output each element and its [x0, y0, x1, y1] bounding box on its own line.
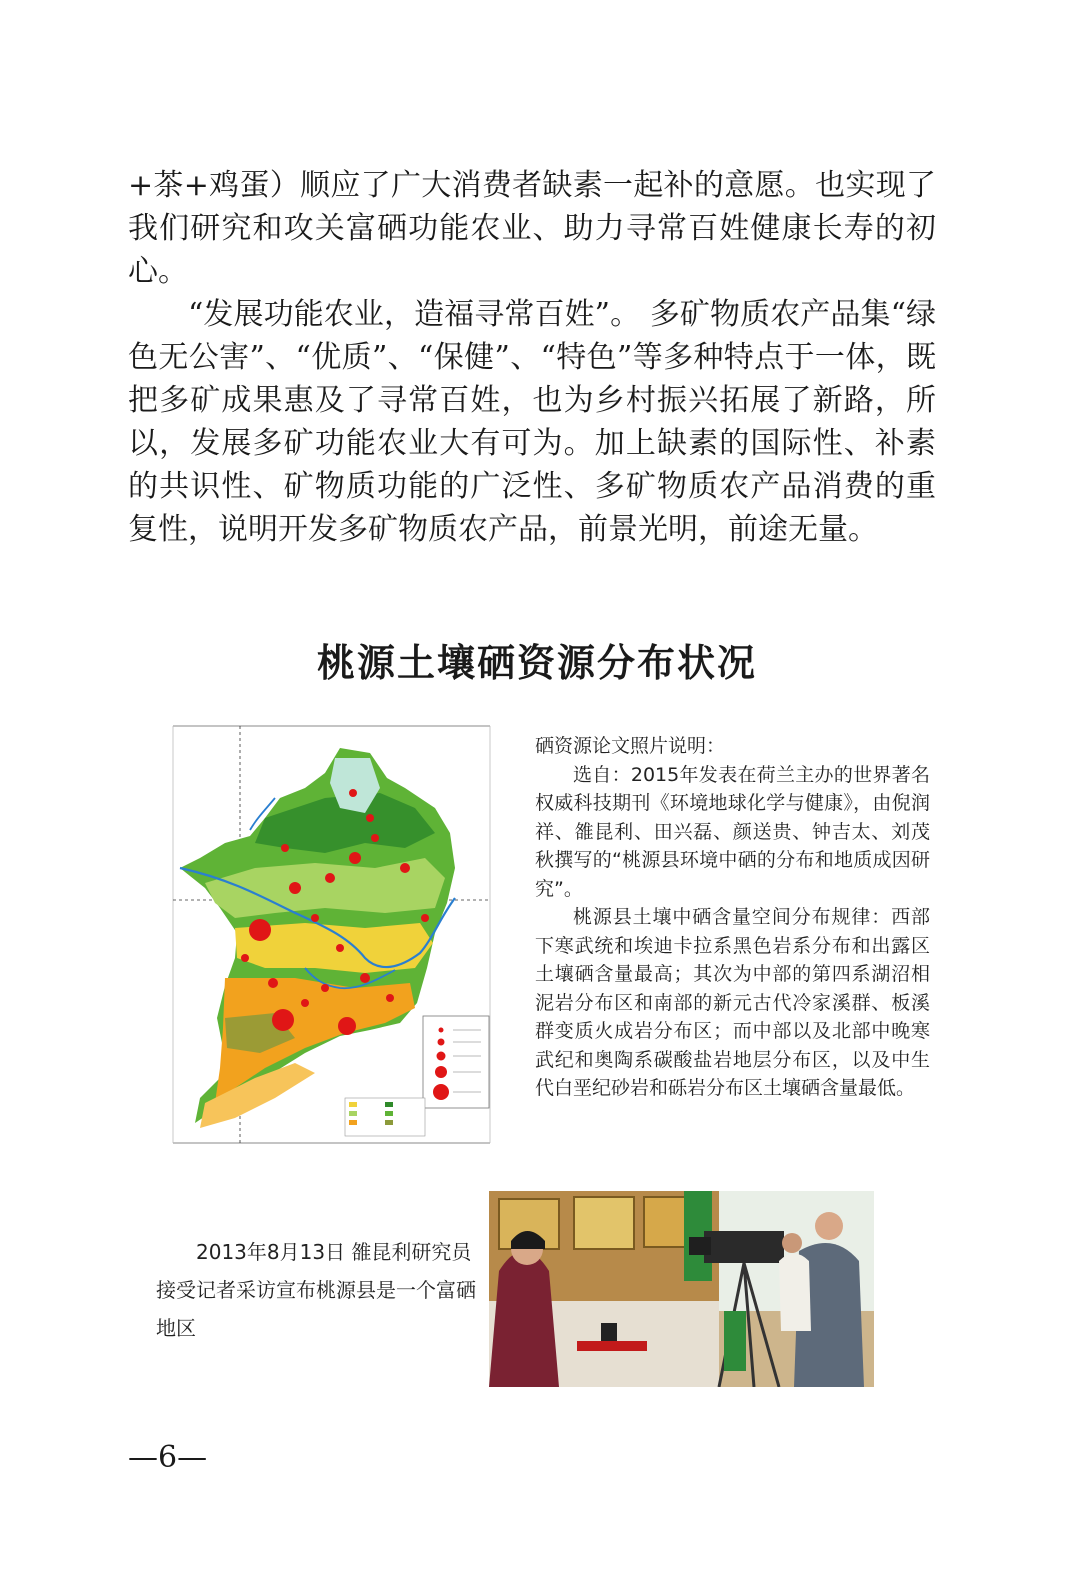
- interview-photo-svg: [489, 1191, 874, 1387]
- photo-caption: 2013年8月13日 雒昆利研究员接受记者采访宣布桃源县是一个富硒地区: [156, 1240, 476, 1340]
- section-title: 桃源土壤硒资源分布状况: [316, 641, 757, 685]
- selenium-distribution-map: [165, 718, 495, 1150]
- map-caption-distribution: 桃源县土壤中硒含量空间分布规律：西部下寒武统和埃迪卡拉系黑色岩系分布和出露区土壤硒含量最高；其次为中部的第四系湖沼相泥岩分布区和南部的新元古代冷家溪群、板溪群变质火成岩分布区；而中部以及北部中晚寒武纪和奥陶系碳酸盐岩地层分布区，以及中生代白垩纪砂岩和砾岩分布区土壤硒含量最低。: [535, 906, 930, 1099]
- body-paragraph-1: +茶+鸡蛋）顺应了广大消费者缺素一起补的意愿。也实现了我们研究和攻关富硒功能农业、助力寻常百姓健康长寿的初心。: [128, 168, 936, 289]
- map-svg: [165, 718, 495, 1150]
- map-caption-source: 选自：2015年发表在荷兰主办的世界著名权威科技期刊《环境地球化学与健康》，由倪润祥、雒昆利、田兴磊、颜送贵、钟吉太、刘茂秋撰写的“桃源县环境中硒的分布和地质成因研究”。: [535, 763, 930, 900]
- map-caption: [535, 732, 930, 1103]
- map-caption-heading: 硒资源论文照片说明：: [535, 735, 726, 757]
- interview-photo: [489, 1191, 874, 1387]
- map-legend: [423, 1016, 489, 1108]
- body-text: [128, 164, 936, 551]
- map-lithology-legend: [345, 1098, 425, 1136]
- page-number: —6—: [128, 1440, 208, 1475]
- body-paragraph-2: “发展功能农业，造福寻常百姓”。 多矿物质农产品集“绿色无公害”、“优质”、“保健”、“特色”等多种特点于一体，既把多矿成果惠及了寻常百姓，也为乡村振兴拓展了新路，所以，发展多矿功能农业大有可为。加上缺素的国际性、补素的共识性、矿物质功能的广泛性、多矿物质农产品消费的重复性，说明开发多矿物质农产品，前景光明，前途无量。: [128, 297, 936, 547]
